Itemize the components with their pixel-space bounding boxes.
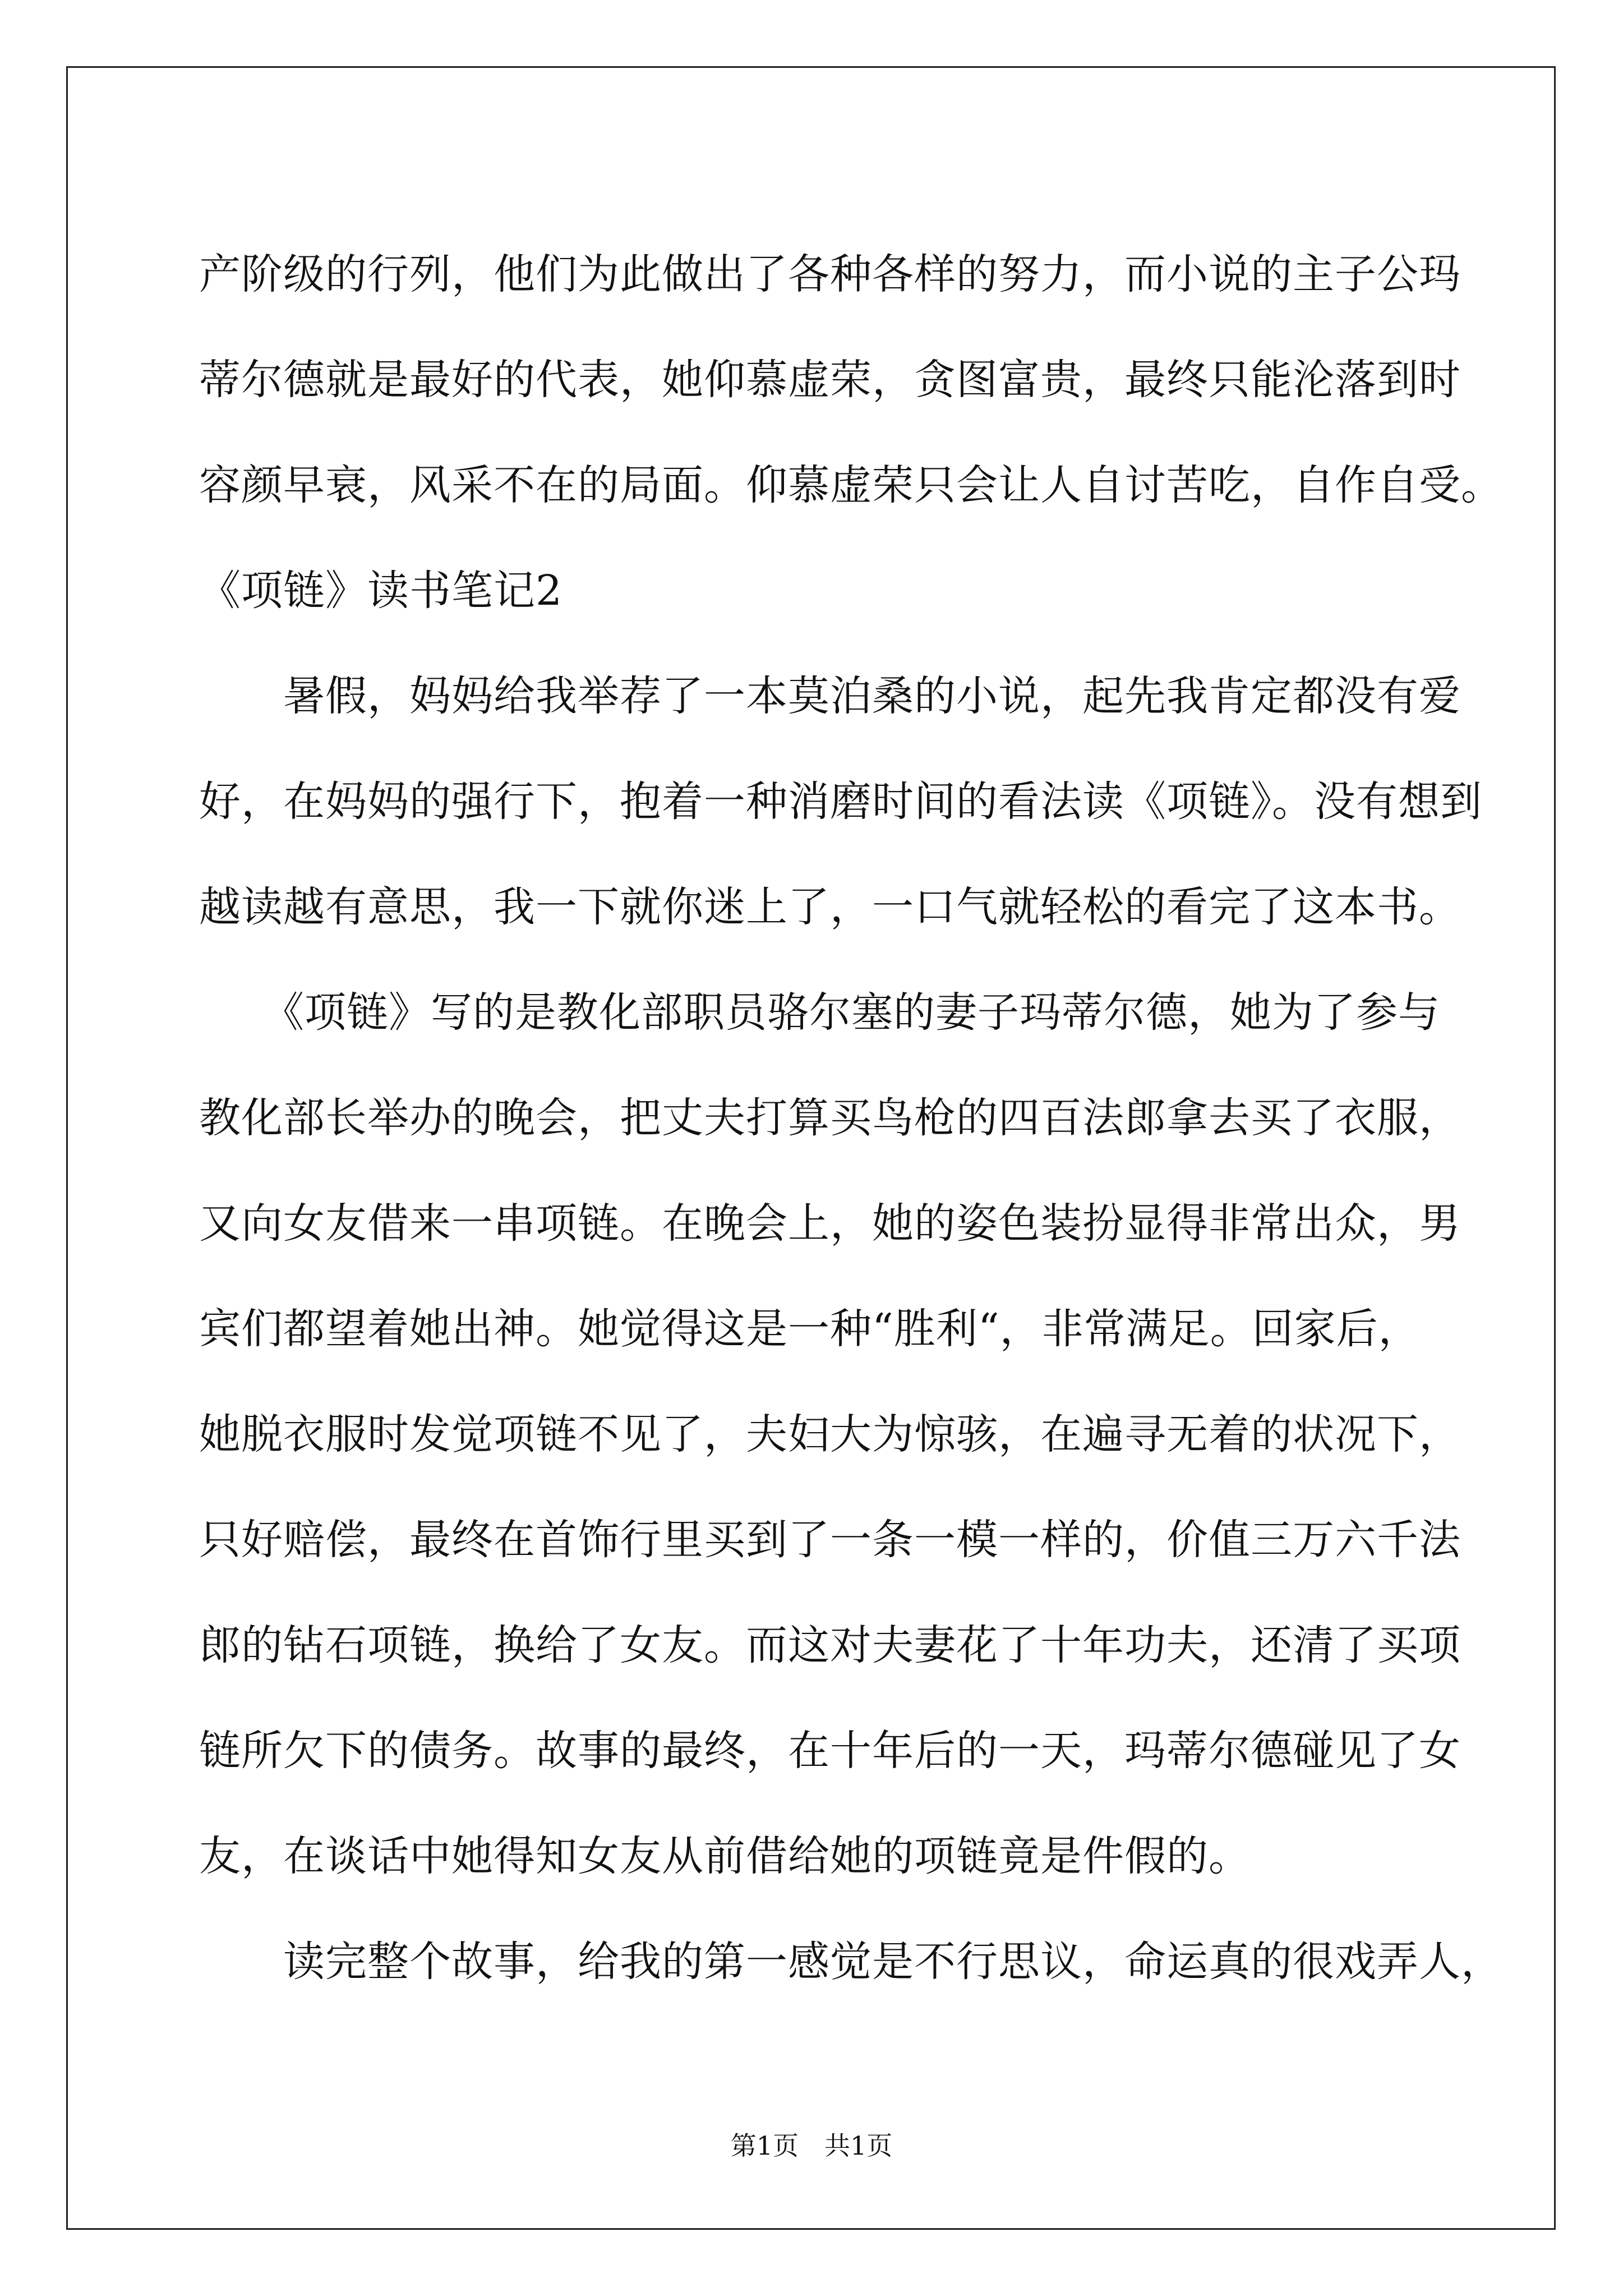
text-line: 郎的钻石项链，换给了女友。而这对夫妻花了十年功夫，还清了买项	[199, 1621, 1461, 1669]
text-line: 链所欠下的债务。故事的最终，在十年后的一天，玛蒂尔德碰见了女	[199, 1727, 1461, 1775]
text-line: 越读越有意思，我一下就你迷上了，一口气就轻松的看完了这本书。	[199, 883, 1461, 931]
text-line: 又向女友借来一串项链。在晚会上，她的姿色装扮显得非常出众，男	[199, 1199, 1461, 1248]
text-line: 好，在妈妈的强行下，抱着一种消磨时间的看法读《项链》。没有想到	[199, 777, 1482, 826]
section-heading: 《项链》读书笔记2	[199, 567, 563, 615]
text-line: 产阶级的行列，他们为此做出了各种各样的努力，而小说的主子公玛	[199, 250, 1461, 298]
text-line: 读完整个故事，给我的第一感觉是不行思议，命运真的很戏弄人，	[199, 1938, 1503, 1986]
text-line: 她脱衣服时发觉项链不见了，夫妇大为惊骇，在遍寻无着的状况下，	[199, 1410, 1461, 1458]
text-line: 暑假，妈妈给我举荐了一本莫泊桑的小说，起先我肯定都没有爱	[199, 672, 1461, 720]
text-line: 容颜早衰，风采不在的局面。仰慕虚荣只会让人自讨苦吃，自作自受。	[199, 461, 1503, 509]
text-line: 只好赔偿，最终在首饰行里买到了一条一模一样的，价值三万六千法	[199, 1516, 1461, 1564]
text-line: 宾们都望着她出神。她觉得这是一种“胜利“，非常满足。回家后，	[199, 1305, 1421, 1353]
text-line: 教化部长举办的晚会，把丈夫打算买鸟枪的四百法郎拿去买了衣服，	[199, 1094, 1461, 1142]
document-body	[199, 222, 1503, 2014]
text-line: 友，在谈话中她得知女友从前借给她的项链竟是件假的。	[199, 1832, 1251, 1880]
page-number: 第1页 共1页	[730, 2131, 893, 2161]
text-line: 《项链》写的是教化部职员骆尔塞的妻子玛蒂尔德，她为了参与	[199, 988, 1440, 1037]
text-line: 蒂尔德就是最好的代表，她仰慕虚荣，贪图富贵，最终只能沦落到时	[199, 356, 1461, 404]
